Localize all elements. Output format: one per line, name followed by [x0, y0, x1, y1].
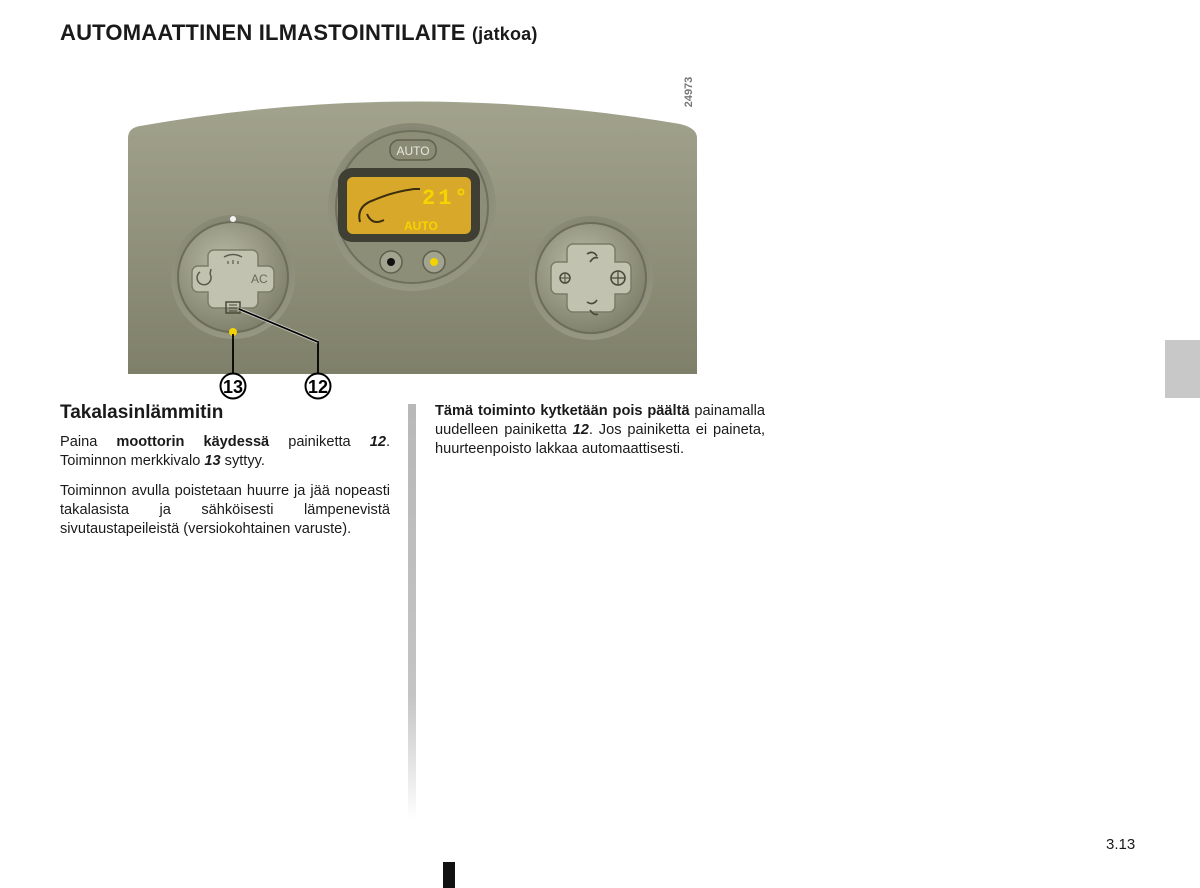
title-main: AUTOMAATTINEN ILMASTOINTILAITE [60, 20, 466, 45]
page-number: 3.13 [1106, 836, 1136, 853]
crop-mark [443, 862, 455, 888]
instruction-paragraph: Paina moottorin käydessä painiketta 12. Toiminnon merkkivalo 13 syttyy. [60, 434, 390, 469]
left-control-knob [171, 215, 295, 339]
central-display-unit [328, 123, 496, 291]
svg-text:12: 12 [307, 377, 329, 397]
climate-off-indicator [430, 258, 438, 266]
climate-panel-figure [120, 60, 720, 410]
section-heading: Takalasinlämmitin [60, 402, 224, 423]
title-sub: (jatkoa) [471, 24, 538, 44]
windscreen-indicator [230, 216, 236, 222]
column-divider [408, 404, 416, 820]
switch-off-paragraph: Tämä toiminto kytketään pois päältä painamalla uudelleen painiketta 12. Jos painiketta ei paineta, huurteenpoisto lakkaa automaattisesti. [435, 403, 766, 457]
right-control-knob [529, 216, 653, 340]
page-title [60, 20, 538, 46]
fan-speed-up-icon[interactable] [611, 271, 625, 285]
recirculation-indicator [387, 258, 395, 266]
description-paragraph: Toiminnon avulla poistetaan huurre ja jää nopeasti takalasista ja sähköisesti lämpenevistä sivutaustapeileistä (versiokohtainen varuste). [60, 483, 390, 537]
callout-13 [221, 374, 246, 399]
callout-12 [306, 374, 331, 399]
fan-speed-down-icon[interactable] [560, 273, 570, 283]
display-temperature: 21° [422, 186, 471, 211]
ac-button-label[interactable]: AC [251, 272, 268, 286]
display-mode: AUTO [404, 219, 438, 233]
svg-text:13: 13 [222, 377, 244, 397]
chapter-tab [1165, 340, 1200, 398]
reference-code: 24973 [683, 76, 695, 108]
auto-button-label: AUTO [396, 144, 430, 158]
